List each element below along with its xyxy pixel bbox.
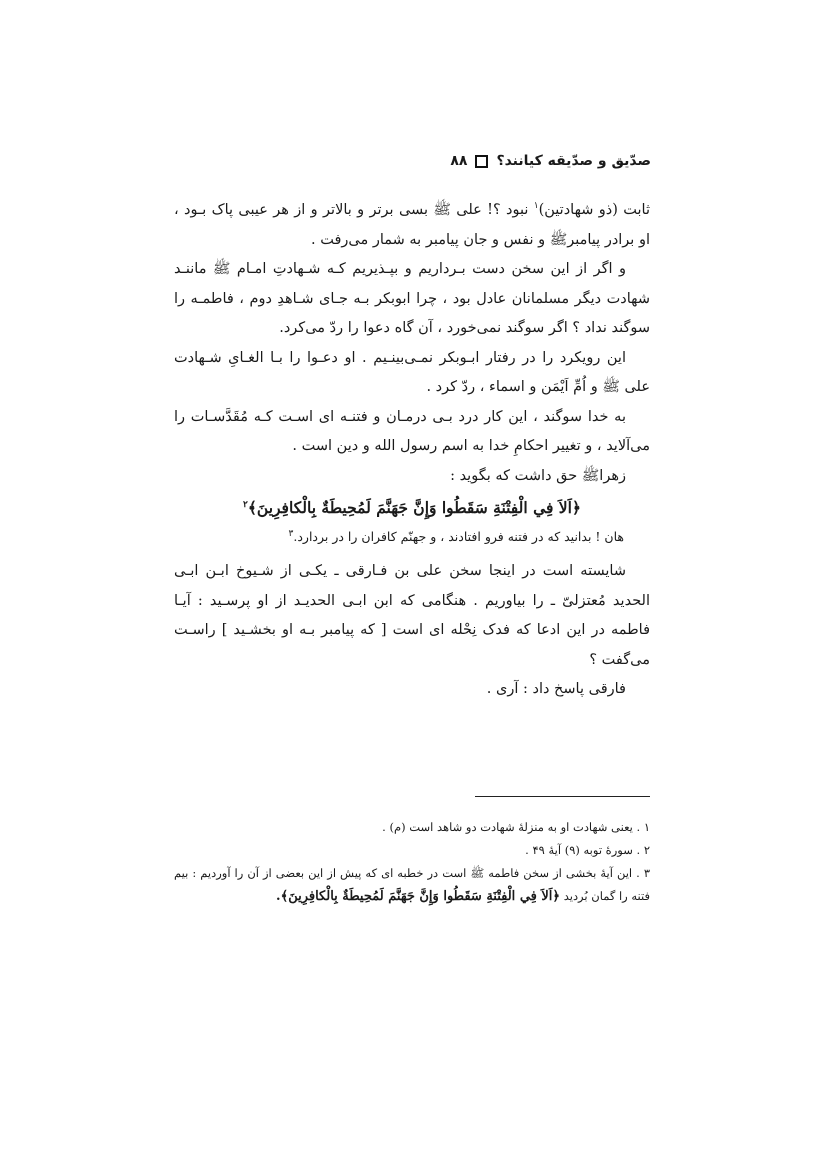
quran-verse-text: ﴿اَلاَ فِي الْفِتْنَةِ سَقَطُوا وَإِنَّ جَهَنَّمَ لَمُحِيطَةٌ بِالْكافِرِينَ﴾ — [247, 498, 582, 517]
paragraph-5: زهراﷺ حق داشت که بگوید : — [450, 467, 626, 484]
paragraph-1-start: ثابت (ذو شهادتین) — [538, 202, 650, 218]
verse-translation-text: هان ! بدانید که در فتنه فرو افتادند ، و جهنّم کافران را در بردارد. — [293, 529, 624, 544]
footnote-ref-3: ۳ — [288, 528, 294, 539]
quran-verse — [174, 493, 650, 523]
footnote-divider — [475, 796, 650, 797]
paragraph-7: فارقی پاسخ داد : آری . — [486, 681, 626, 697]
paragraph-1 — [174, 196, 650, 255]
paragraph-1-rest: نبود ؟! علی ﷺ بسی برتر و بالاتر و از هر عیبی پاک بـود ، او برادر پیامبرﷺ و نفس و جان پیامبر به شمار می‌رفت . — [174, 202, 650, 248]
paragraph-3: این رویکرد را در رفتار ابـوبکر نمـی‌بینـیم . او دعـوا را بـا الغـایِ شـهادت علی ﷺ و اُمِّ اَیْمَن و اسماء ، ردّ کرد . — [174, 349, 650, 395]
paragraph-2: و اگر از این سخن دست بـرداریم و بپـذیریم کـه شـهادتِ امـام ﷺ ماننـد شهادت دیگر مسلمانان عادل بود ، چرا ابوبکر بـه جـای شـاهدِ دوم ، فاطمـه را سوگند نداد ؟ اگر سوگند نمی‌خورد ، آن گاه دعوا را ردّ می‌کرد. — [174, 261, 650, 336]
footnote-3 — [174, 862, 650, 908]
footnotes — [174, 816, 650, 908]
main-text — [174, 196, 650, 705]
page-number: ۸۸ — [450, 153, 468, 169]
footnote-3-quran: ﴿اَلاَ فِي الْفِتْنَةِ سَقَطُوا وَإِنَّ جَهَنَّمَ لَمُحِيطَةٌ بِالْكافِرِينَ﴾. — [276, 889, 561, 904]
verse-translation — [174, 523, 650, 551]
running-header — [450, 150, 651, 172]
running-header-title: صدّیق و صدّیقه کیانند؟ — [496, 153, 651, 169]
footnote-ref-2: ۲ — [242, 499, 248, 510]
footnote-ref-1: ۱ — [533, 201, 539, 212]
paragraph-6: شایسته است در اینجا سخن علی بن فـارقی ـ یکـی از شـیوخ ابـن ابـی الحدید مُعتزلیّ ـ را بیاوریم . هنگامی که ابن ابـی الحدیـد از او پرسـید : آیـا فاطمه در این ادعا که فدک نِحْله ای است [ که پیامبر بـه او بخشـید ] راسـت می‌گفت ؟ — [174, 563, 650, 668]
paragraph-4: به خدا سوگند ، این کار درد بـی درمـان و فتنـه ای اسـت کـه مُقَدَّسـات را می‌آلاید ، و تغییر احکامِ خدا به اسم رسول الله و دین است . — [174, 408, 650, 454]
square-ornament-icon — [475, 155, 488, 168]
footnote-2: ۲ . سورهٔ توبه (۹) آیهٔ ۴۹ . — [525, 843, 650, 857]
footnote-3-text: ۳ . این آیهٔ بخشی از سخن فاطمه ﷺ است در خطبه ای که پیش از این بعضی از آن را آوردیم : بیم فتنه را گمان بُردید — [174, 866, 650, 903]
footnote-1: ۱ . یعنی شهادت او به منزلهٔ شهادت دو شاهد است (م) . — [382, 820, 650, 834]
